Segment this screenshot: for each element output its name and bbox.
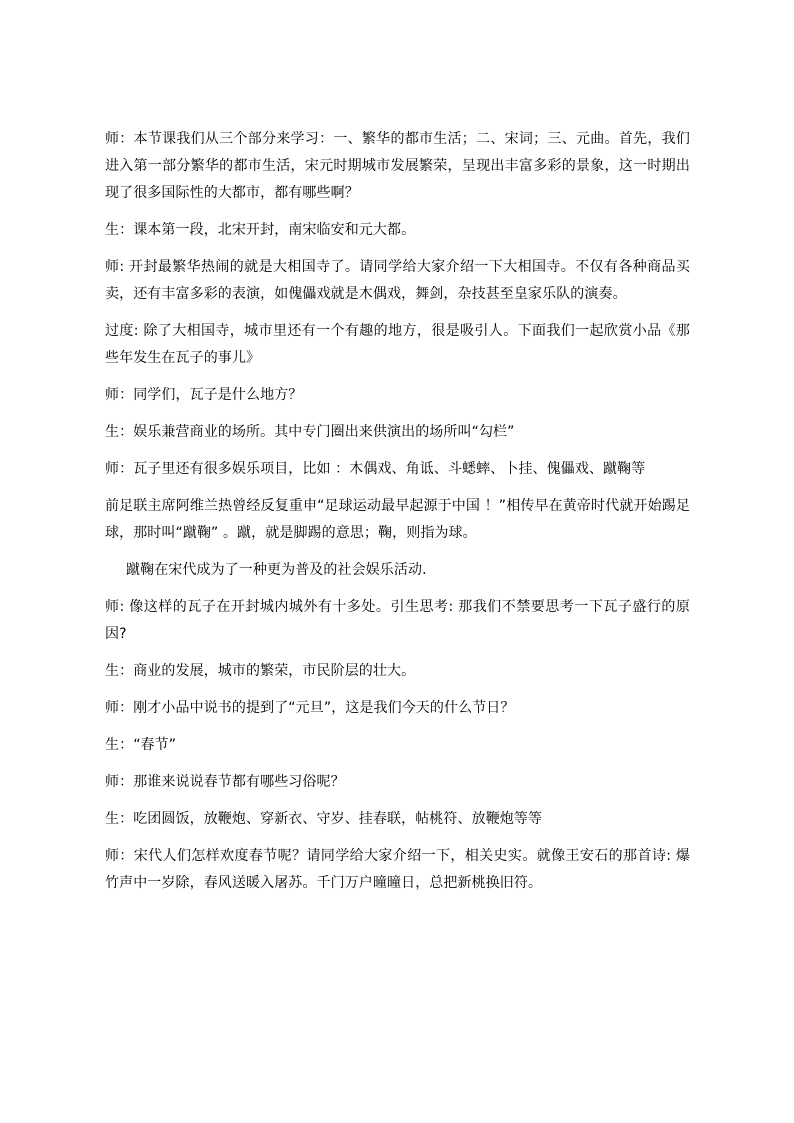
paragraph-student-cities: 生：课本第一段，北宋开封，南宋临安和元大都。 (105, 222, 416, 238)
paragraph-student-spring-festival: 生：“春节” (105, 737, 177, 753)
document-body (105, 126, 690, 907)
paragraph-teacher-yuandan: 师：刚才小品中说书的提到了“元旦”，这是我们今天的什么节日？ (105, 700, 515, 716)
paragraph-teacher-customs-question: 师：那谁来说说春节都有哪些习俗呢？ (105, 774, 345, 790)
paragraph-teacher-question-wazi: 师：同学们，瓦子是什么地方？ (105, 387, 303, 403)
paragraph-teacher-wazi-reasons: 师: 像这样的瓦子在开封城内城外有十多处。引生思考: 那我们不禁要思考一下瓦子盛行的原因? (105, 599, 690, 642)
paragraph-teacher-entertainment: 师：瓦子里还有很多娱乐项目，比如 ：木偶戏、角诋、斗蟋蟀、卜挂、傀儡戏、蹴鞠等 (105, 461, 646, 477)
paragraph-teacher-song-festival: 师：宋代人们怎样欢度春节呢？请同学给大家介绍一下，相关史实。就像王安石的那首诗: 爆竹声中一岁除，春风送暖入屠苏。千门万户曈曈日，总把新桃换旧符。 (105, 848, 690, 891)
paragraph-teacher-xiangguo-temple: 师: 开封最繁华热闹的就是大相国寺了。请同学给大家介绍一下大相国寺。不仅有各种商品买卖，还有丰富多彩的表演，如傀儡戏就是木偶戏，舞剑，杂技甚至皇家乐队的演奏。 (105, 259, 690, 302)
paragraph-cuju-song: 蹴鞠在宋代成为了一种更为普及的社会娱乐活动. (126, 562, 427, 578)
paragraph-student-customs: 生：吃团圆饭，放鞭炮、穿新衣、守岁、挂春联，帖桃符、放鞭炮等等 (105, 811, 543, 827)
paragraph-student-goulan: 生：娱乐兼营商业的场所。其中专门圈出来供演出的场所叫“勾栏” (105, 424, 515, 440)
paragraph-transition: 过度: 除了大相国寺，城市里还有一个有趣的地方，很是吸引人。下面我们一起欣赏小品《那些年发生在瓦子的事儿》 (105, 323, 690, 366)
paragraph-student-reasons: 生：商业的发展，城市的繁荣，市民阶层的壮大。 (105, 663, 416, 679)
paragraph-cuju-origin: 前足联主席阿维兰热曾经反复重申“足球运动最早起源于中国 ！”相传早在黄帝时代就开始踢足球，那时叫“蹴鞠” 。蹴，就是脚踢的意思；鞠，则指为球。 (105, 498, 690, 541)
paragraph-teacher-intro: 师：本节课我们从三个部分来学习：一、繁华的都市生活；二、宋词；三、元曲。首先，我们进入第一部分繁华的都市生活，宋元时期城市发展繁荣，呈现出丰富多彩的景象，这一时期出现了很多国际性的大都市，都有哪些啊？ (105, 131, 690, 201)
